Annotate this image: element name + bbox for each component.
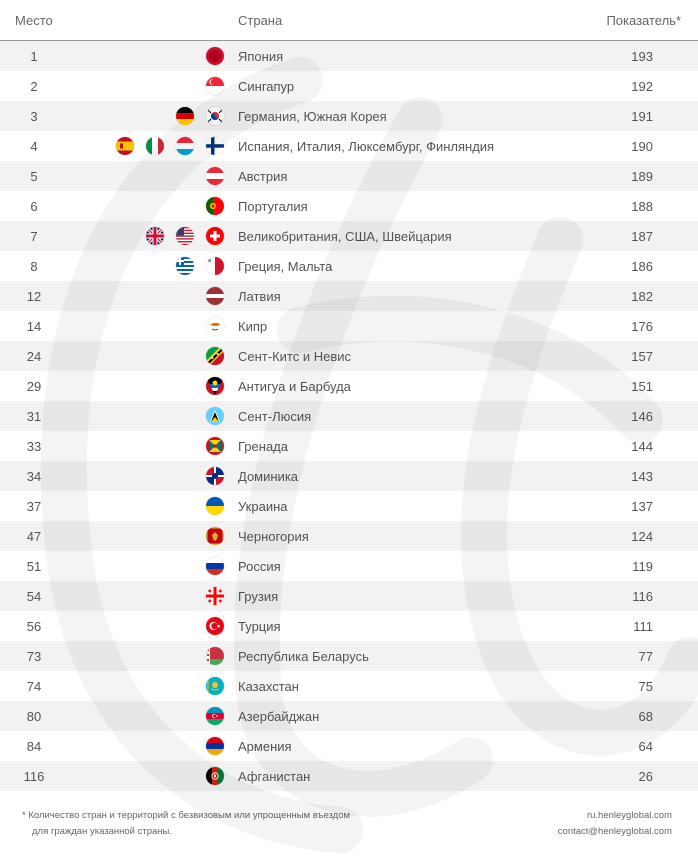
score-cell: 176 (631, 319, 653, 334)
score-cell: 111 (633, 619, 653, 634)
score-cell: 187 (631, 229, 653, 244)
rank-cell: 5 (30, 169, 38, 184)
flag-cyprus-icon (206, 317, 224, 335)
flag-russia-icon (206, 557, 224, 575)
table-row (0, 641, 698, 671)
table-row (0, 191, 698, 221)
table-row (0, 101, 698, 131)
rank-cell: 34 (26, 469, 42, 484)
score-cell: 186 (631, 259, 653, 274)
table-row (0, 521, 698, 551)
flag-georgia-icon (206, 587, 224, 605)
score-cell: 137 (631, 499, 653, 514)
flag-spain-icon (116, 137, 134, 155)
score-cell: 143 (631, 469, 653, 484)
flag-kazakhstan-icon (206, 677, 224, 695)
flag-antigua-icon (206, 377, 224, 395)
rank-cell: 8 (30, 259, 38, 274)
flag-group (206, 377, 224, 395)
country-cell: Россия (238, 559, 281, 574)
flag-group (116, 137, 224, 155)
flag-group (206, 707, 224, 725)
score-cell: 157 (631, 349, 653, 364)
table-row (0, 611, 698, 641)
table-row (0, 281, 698, 311)
score-cell: 189 (631, 169, 653, 184)
contacts (558, 808, 672, 840)
country-cell: Казахстан (238, 679, 299, 694)
table-row (0, 491, 698, 521)
country-cell: Германия, Южная Корея (238, 109, 387, 124)
score-cell: 188 (631, 199, 653, 214)
table-row (0, 401, 698, 431)
country-cell: Австрия (238, 169, 288, 184)
country-cell: Латвия (238, 289, 281, 304)
footnote-line-2: для граждан указанной страны. (32, 826, 173, 837)
table-row (0, 431, 698, 461)
flag-japan-icon (206, 47, 224, 65)
rank-cell: 14 (26, 319, 42, 334)
rank-cell: 31 (26, 409, 42, 424)
flag-south-korea-icon (206, 107, 224, 125)
rank-cell: 2 (30, 79, 38, 94)
country-cell: Гренада (238, 439, 288, 454)
flag-italy-icon (146, 137, 164, 155)
country-cell: Португалия (238, 199, 308, 214)
table-row (0, 341, 698, 371)
flag-group (206, 47, 224, 65)
rank-cell: 56 (26, 619, 42, 634)
flag-malta-icon (206, 257, 224, 275)
country-cell: Армения (238, 739, 292, 754)
flag-group (206, 437, 224, 455)
rank-cell: 54 (26, 589, 42, 604)
table-row (0, 41, 698, 71)
rank-cell: 12 (26, 289, 42, 304)
flag-group (146, 227, 224, 245)
flag-montenegro-icon (206, 527, 224, 545)
flag-group (176, 107, 224, 125)
flag-group (206, 317, 224, 335)
rank-cell: 37 (26, 499, 42, 514)
rank-cell: 6 (30, 199, 38, 214)
country-cell: Великобритания, США, Швейцария (238, 229, 452, 244)
score-cell: 116 (632, 589, 653, 604)
table-row (0, 701, 698, 731)
flag-saint-lucia-icon (206, 407, 224, 425)
country-cell: Черногория (238, 529, 309, 544)
flag-portugal-icon (206, 197, 224, 215)
country-cell: Греция, Мальта (238, 259, 333, 274)
rank-cell: 116 (23, 769, 45, 784)
flag-group (206, 287, 224, 305)
rank-cell: 73 (26, 649, 42, 664)
footnote-line-1: * Количество стран и территорий с безвизовым или упрощенным въездом (22, 810, 351, 821)
flag-group (206, 467, 224, 485)
score-cell: 192 (631, 79, 653, 94)
email-link[interactable]: contact@henleyglobal.com (557, 826, 672, 837)
flag-austria-icon (206, 167, 224, 185)
flag-latvia-icon (206, 287, 224, 305)
flag-group (206, 557, 224, 575)
rank-cell: 3 (30, 109, 38, 124)
country-cell: Украина (238, 499, 288, 514)
table-row (0, 761, 698, 791)
country-cell: Сент-Китс и Невис (238, 349, 351, 364)
flag-usa-icon (176, 227, 194, 245)
score-cell: 77 (638, 649, 653, 664)
flag-luxembourg-icon (176, 137, 194, 155)
flag-group (206, 737, 224, 755)
country-cell: Турция (238, 619, 281, 634)
score-cell: 182 (631, 289, 653, 304)
table-row (0, 551, 698, 581)
rank-cell: 33 (26, 439, 42, 454)
country-cell: Грузия (238, 589, 279, 604)
table-row (0, 161, 698, 191)
rank-cell: 51 (26, 559, 42, 574)
score-cell: 191 (631, 109, 653, 124)
table-row (0, 581, 698, 611)
flag-uk-icon (146, 227, 164, 245)
country-cell: Доминика (238, 469, 299, 484)
flag-armenia-icon (206, 737, 224, 755)
table-row (0, 71, 698, 101)
rank-cell: 29 (26, 379, 42, 394)
flag-greece-icon (176, 257, 194, 275)
flag-group (176, 257, 224, 275)
country-cell: Япония (238, 49, 284, 64)
table-header (0, 0, 698, 41)
website-link[interactable]: ru.henleyglobal.com (586, 810, 672, 821)
flag-afghanistan-icon (206, 767, 224, 785)
flag-turkey-icon (206, 617, 224, 635)
flag-group (206, 167, 224, 185)
rank-cell: 47 (26, 529, 42, 544)
table-row (0, 371, 698, 401)
score-cell: 193 (631, 49, 653, 64)
score-column-header: Показатель* (606, 13, 681, 28)
rank-cell: 7 (30, 229, 38, 244)
rank-column-header: Место (15, 13, 53, 28)
table-body (0, 41, 698, 791)
flag-germany-icon (176, 107, 194, 125)
table-row (0, 221, 698, 251)
flag-saint-kitts-icon (206, 347, 224, 365)
score-cell: 26 (638, 769, 653, 784)
footer (0, 800, 698, 861)
country-cell: Сингапур (238, 79, 295, 94)
flag-ukraine-icon (206, 497, 224, 515)
table-row (0, 671, 698, 701)
rank-cell: 80 (26, 709, 42, 724)
country-cell: Афганистан (238, 769, 311, 784)
rank-cell: 24 (26, 349, 42, 364)
rank-cell: 74 (26, 679, 42, 694)
flag-belarus-icon (206, 647, 224, 665)
rank-cell: 84 (26, 739, 42, 754)
flag-dominica-icon (206, 467, 224, 485)
score-cell: 68 (638, 709, 653, 724)
flag-group (206, 527, 224, 545)
country-cell: Испания, Италия, Люксембург, Финляндия (238, 139, 495, 154)
flag-azerbaijan-icon (206, 707, 224, 725)
flag-group (206, 407, 224, 425)
rank-cell: 4 (30, 139, 38, 154)
score-cell: 124 (631, 529, 653, 544)
score-cell: 119 (632, 559, 653, 574)
flag-group (206, 77, 224, 95)
flag-group (206, 197, 224, 215)
score-cell: 151 (631, 379, 653, 394)
flag-switzerland-icon (206, 227, 224, 245)
flag-finland-icon (206, 137, 224, 155)
country-column-header: Страна (238, 13, 283, 28)
flag-singapore-icon (206, 77, 224, 95)
score-cell: 190 (631, 139, 653, 154)
table-row (0, 131, 698, 161)
country-cell: Антигуа и Барбуда (238, 379, 351, 394)
table-row (0, 731, 698, 761)
score-cell: 64 (638, 739, 653, 754)
table-row (0, 311, 698, 341)
flag-group (206, 347, 224, 365)
flag-group (206, 647, 224, 665)
table-row (0, 461, 698, 491)
flag-group (206, 587, 224, 605)
score-cell: 144 (631, 439, 653, 454)
country-cell: Сент-Люсия (238, 409, 312, 424)
country-cell: Республика Беларусь (238, 649, 369, 664)
rank-cell: 1 (30, 49, 38, 64)
country-cell: Кипр (238, 319, 268, 334)
flag-group (206, 677, 224, 695)
flag-grenada-icon (206, 437, 224, 455)
footnote (22, 808, 442, 840)
flag-group (206, 767, 224, 785)
country-cell: Азербайджан (238, 709, 320, 724)
flag-group (206, 497, 224, 515)
score-cell: 146 (631, 409, 653, 424)
flag-group (206, 617, 224, 635)
score-cell: 75 (638, 679, 653, 694)
table-row (0, 251, 698, 281)
